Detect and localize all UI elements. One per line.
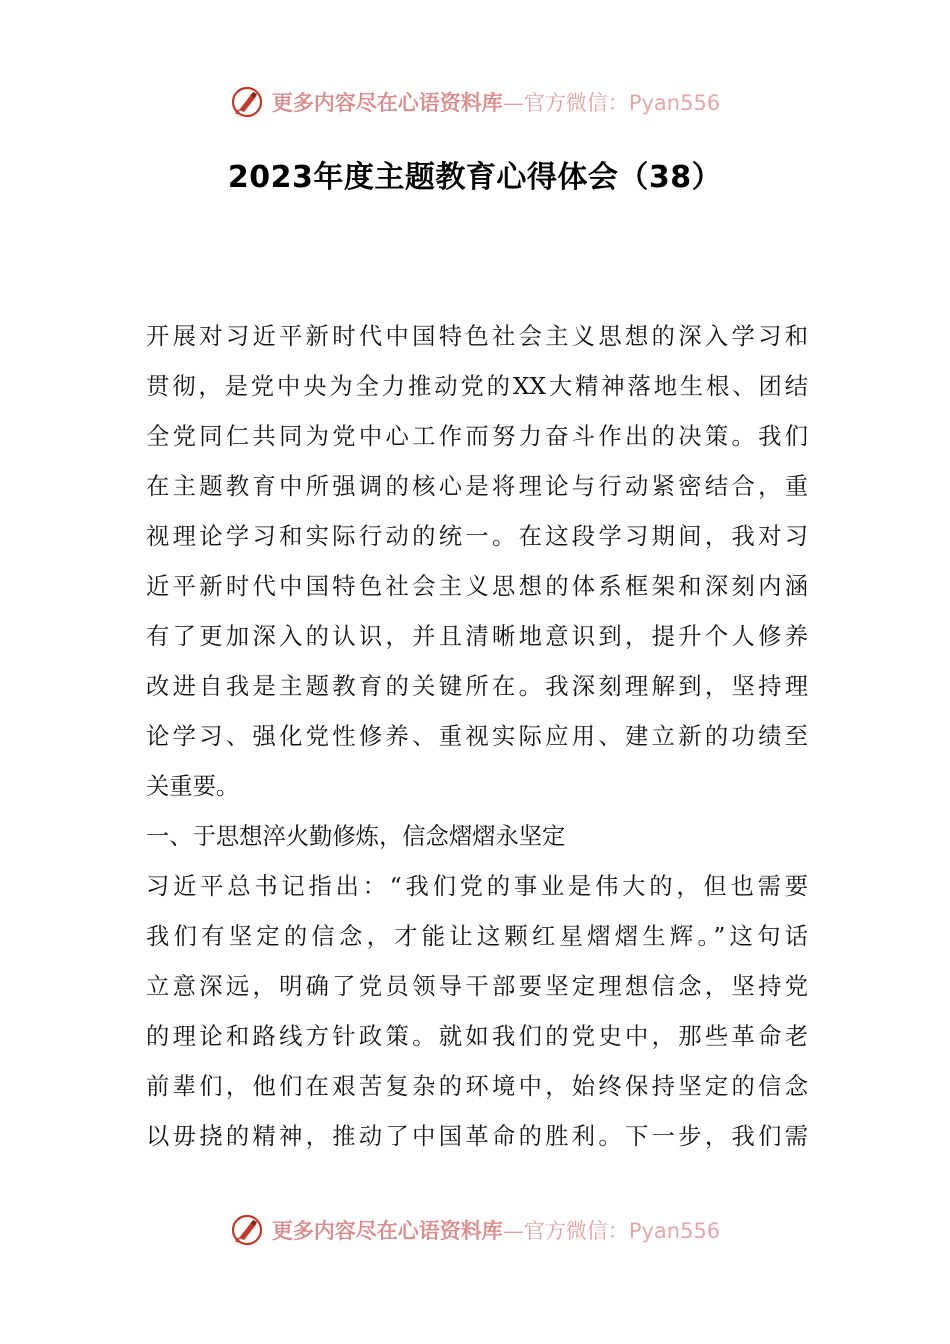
body-line: 我们有坚定的信念，才能让这颗红星熠熠生辉。”这句话 (146, 923, 808, 950)
body-line: 立意深远，明确了党员领导干部要坚定理想信念，坚持党 (146, 973, 808, 1000)
watermark-contact: 官方微信： (523, 1219, 629, 1243)
body-line: 以毋挠的精神，推动了中国革命的胜利。下一步，我们需 (146, 1123, 808, 1150)
body-line: 开展对习近平新时代中国特色社会主义思想的深入学习和 (146, 323, 808, 350)
section-heading: 一、于思想淬火勤修炼，信念熠熠永坚定 (146, 823, 566, 850)
body-line: 论学习、强化党性修养、重视实际应用、建立新的功绩至 (146, 723, 808, 750)
body-line: 近平新时代中国特色社会主义思想的体系框架和深刻内涵 (146, 573, 808, 600)
watermark-text (272, 87, 720, 117)
body-line: 习近平总书记指出：“我们党的事业是伟大的，但也需要 (146, 873, 808, 900)
body-line: 关重要。 (146, 773, 240, 800)
watermark-dash: — (502, 1219, 524, 1243)
header-watermark (0, 82, 950, 122)
pen-nib-logo-icon (230, 1213, 264, 1247)
body-line: 在主题教育中所强调的核心是将理论与行动紧密结合，重 (146, 473, 808, 500)
footer-watermark (0, 1210, 950, 1250)
watermark-dash: — (502, 91, 524, 115)
watermark-brand: 更多内容尽在心语资料库 (271, 1218, 503, 1243)
body-line: 贯彻，是党中央为全力推动党的XX大精神落地生根、团结 (146, 373, 808, 400)
watermark-wechat-id: Pyan556 (628, 1219, 721, 1243)
watermark-text (272, 1215, 720, 1245)
body-line: 的理论和路线方针政策。就如我们的党史中，那些革命老 (146, 1023, 808, 1050)
pen-nib-logo-icon (230, 85, 264, 119)
body-line: 改进自我是主题教育的关键所在。我深刻理解到，坚持理 (146, 673, 808, 700)
document-body (146, 312, 808, 1162)
body-line: 有了更加深入的认识，并且清晰地意识到，提升个人修养 (146, 623, 808, 650)
page-title: 2023年度主题教育心得体会（38） (227, 160, 723, 195)
body-line: 视理论学习和实际行动的统一。在这段学习期间，我对习 (146, 523, 808, 550)
watermark-contact: 官方微信： (523, 91, 629, 115)
watermark-brand: 更多内容尽在心语资料库 (271, 90, 503, 115)
watermark-wechat-id: Pyan556 (628, 91, 721, 115)
body-line: 全党同仁共同为党中心工作而努力奋斗作出的决策。我们 (146, 423, 808, 450)
body-line: 前辈们，他们在艰苦复杂的环境中，始终保持坚定的信念 (146, 1073, 808, 1100)
